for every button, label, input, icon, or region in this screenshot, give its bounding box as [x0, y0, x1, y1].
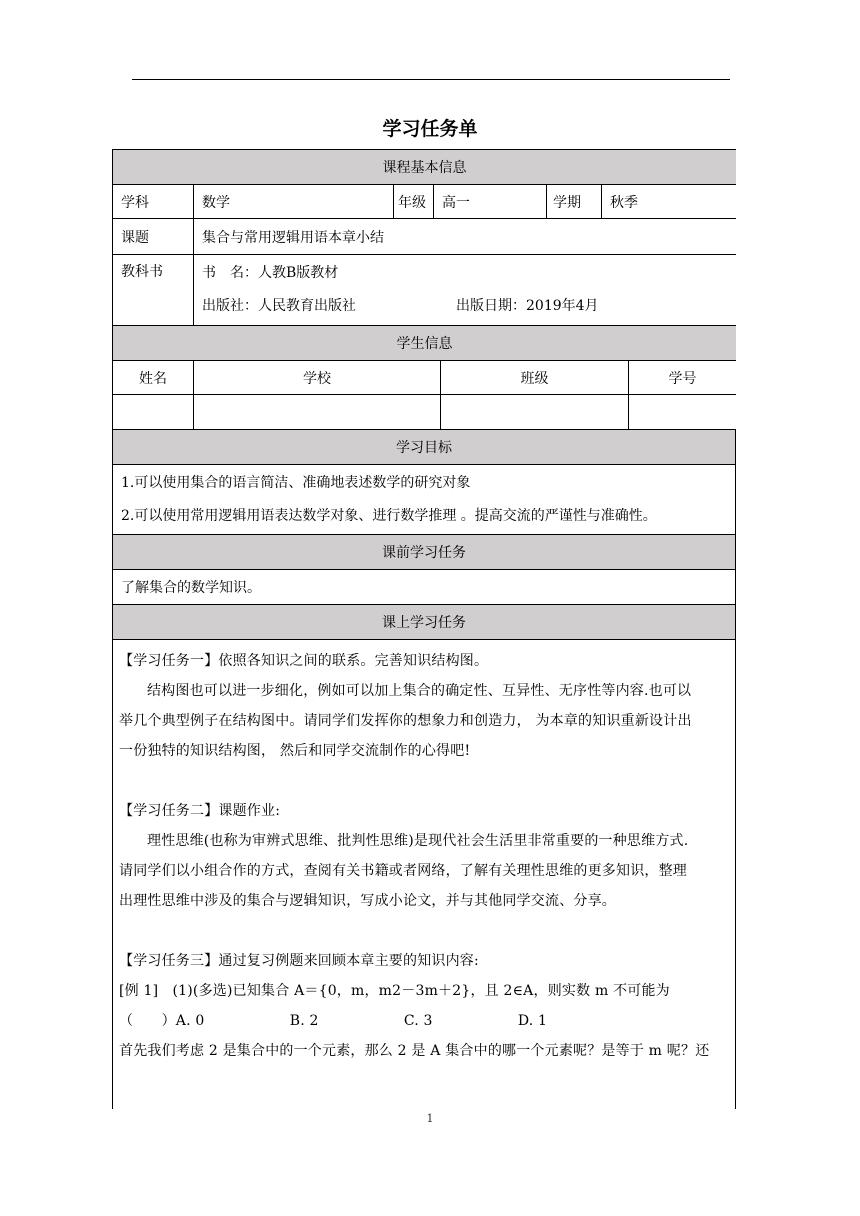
- in-class-header: 课上学习任务: [113, 605, 736, 640]
- student-info-table: [112, 325, 736, 430]
- content-table: [112, 429, 736, 1109]
- topic-label: 课题: [113, 219, 194, 255]
- textbook-info: [194, 255, 737, 326]
- task1-line: 一份独特的知识结构图， 然后和同学交流制作的心得吧!: [119, 743, 471, 759]
- pre-class-task: 了解集合的数学知识。: [113, 570, 736, 605]
- goal-item: 1.可以使用集合的语言简洁、准确地表述数学的研究对象: [121, 474, 471, 491]
- task2-title: 【学习任务二】课题作业:: [119, 803, 281, 819]
- document-title: 学习任务单: [382, 118, 478, 140]
- task-sheet-frame: [112, 149, 736, 1109]
- goals-header: 学习目标: [113, 430, 736, 465]
- task1-line: 结构图也可以进一步细化，例如可以加上集合的确定性、互异性、无序性等内容.也可以: [147, 683, 692, 699]
- term-label: 学期: [547, 185, 602, 219]
- publish-date: 出版日期：2019年4月: [456, 298, 599, 314]
- topic-value: 集合与常用逻辑用语本章小结: [194, 219, 737, 255]
- task2-line: 理性思维(也称为审辨式思维、批判性思维)是现代社会生活里非常重要的一种思维方式.: [147, 833, 689, 849]
- publisher-line: [202, 290, 736, 323]
- example-1: [例 1] (1)(多选)已知集合 A＝{0，m，m2－3m＋2}，且 2∈A，则实数 m 不可能为: [119, 983, 670, 999]
- example-1-options: （ ）A. 0 B. 2 C. 3 D. 1: [119, 1013, 548, 1029]
- task1-title: 【学习任务一】依照各知识之间的联系。完善知识结构图。: [119, 653, 489, 669]
- pre-class-header: 课前学习任务: [113, 535, 736, 570]
- class-cell[interactable]: [441, 395, 629, 430]
- col-name: 姓名: [113, 361, 194, 395]
- name-cell[interactable]: [113, 395, 194, 430]
- task3-title: 【学习任务三】通过复习例题来回顾本章主要的知识内容:: [119, 953, 479, 969]
- task1-line: 举几个典型例子在结构图中。请同学们发挥你的想象力和创造力， 为本章的知识重新设计出: [119, 713, 692, 729]
- task2-line: 出理性思维中涉及的集合与逻辑知识，写成小论文，并与其他同学交流、分享。: [119, 893, 616, 909]
- subject-label: 学科: [113, 185, 194, 219]
- grade-label: 年级: [394, 185, 434, 219]
- col-school: 学校: [194, 361, 441, 395]
- grade-value: 高一: [434, 185, 547, 219]
- header-rule: [132, 79, 730, 80]
- term-value: 秋季: [602, 185, 737, 219]
- subject-value: 数学: [194, 185, 394, 219]
- col-class: 班级: [441, 361, 629, 395]
- task2-line: 请同学们以小组合作的方式，查阅有关书籍或者网络，了解有关理性思维的更多知识，整理: [119, 863, 687, 879]
- school-cell[interactable]: [194, 395, 441, 430]
- page-number: 1: [426, 1112, 434, 1125]
- student-info-header: 学生信息: [113, 326, 737, 361]
- analysis-text: 首先我们考虑 2 是集合中的一个元素，那么 2 是 A 集合中的哪一个元素呢？是等于 m 呢？还: [119, 1043, 710, 1059]
- student-id-cell[interactable]: [629, 395, 737, 430]
- book-name: 书 名：人教B版教材: [202, 265, 339, 281]
- textbook-label: 教科书: [113, 255, 194, 326]
- col-student-id: 学号: [629, 361, 737, 395]
- in-class-content: [113, 640, 736, 1110]
- goal-item: 2.可以使用常用逻辑用语表达数学对象、进行数学推理 。提高交流的严谨性与准确性。: [121, 507, 657, 524]
- task-sheet-table: [112, 149, 736, 326]
- goals-content: [113, 465, 736, 535]
- publisher: 出版社：人民教育出版社: [202, 298, 356, 314]
- course-info-header: 课程基本信息: [113, 150, 737, 185]
